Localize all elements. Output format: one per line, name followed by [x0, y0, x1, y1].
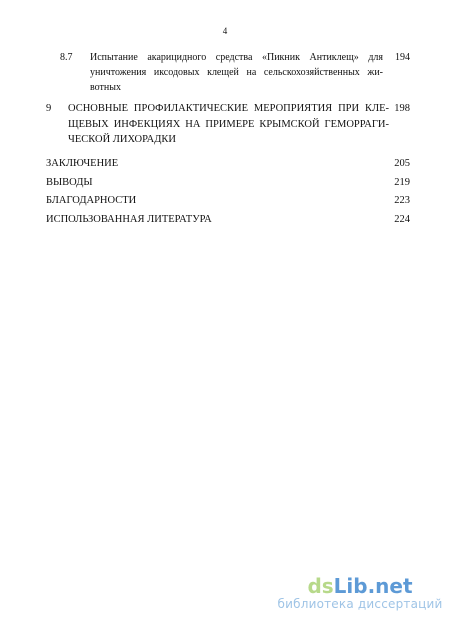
page-ref: 205 [394, 158, 410, 169]
page-ref: 194 [395, 52, 410, 63]
watermark-logo [270, 575, 450, 597]
section-title: БЛАГОДАРНОСТИ [46, 195, 137, 206]
section-title [90, 50, 383, 95]
section-number: 9 [46, 103, 52, 114]
logo-part-ds: ds [307, 574, 334, 598]
page-ref: 198 [394, 103, 410, 114]
section-title: ВЫВОДЫ [46, 177, 93, 188]
page-ref: 224 [394, 214, 410, 225]
page-number: 4 [222, 26, 228, 36]
watermark [270, 575, 450, 612]
watermark-subtitle: библиотека диссертаций [277, 597, 443, 611]
section-title [68, 101, 389, 148]
title-line: вотных [90, 82, 121, 93]
section-title: ИСПОЛЬЗОВАННАЯ ЛИТЕРАТУРА [46, 214, 212, 225]
title-line: ЧЕСКОЙ ЛИХОРАДКИ [68, 134, 176, 145]
page-ref: 219 [394, 177, 410, 188]
title-line: уничтожения иксодовых клещей на сельскохозяйственных жи- [90, 67, 383, 78]
section-number: 8.7 [60, 52, 73, 63]
logo-part-lib: Lib.net [333, 574, 413, 598]
page-ref: 223 [394, 195, 410, 206]
title-line: ОСНОВНЫЕ ПРОФИЛАКТИЧЕСКИЕ МЕРОПРИЯТИЯ ПРИ КЛЕ- [68, 103, 389, 114]
title-line: Испытание акарицидного средства «Пикник Антиклещ» для [90, 52, 383, 63]
section-title: ЗАКЛЮЧЕНИЕ [46, 158, 119, 169]
title-line: ЩЕВЫХ ИНФЕКЦИЯХ НА ПРИМЕРЕ КРЫМСКОЙ ГЕМОРРАГИ- [68, 118, 389, 130]
